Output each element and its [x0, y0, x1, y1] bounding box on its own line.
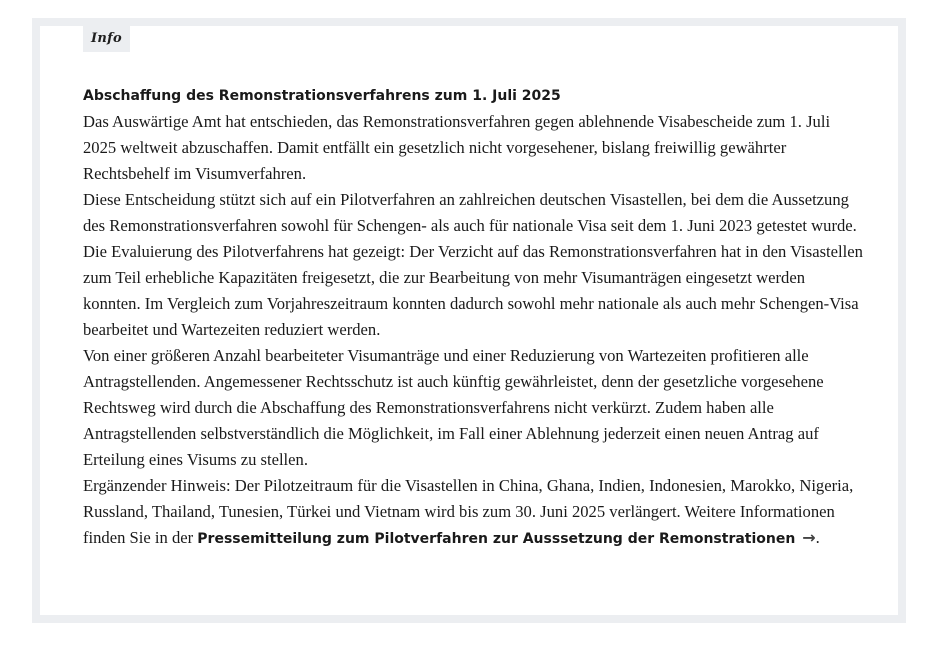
info-paragraph-5-text: Ergänzender Hinweis: Der Pilotzeitraum für die Visastellen in China, Ghana, Indien, Indonesien, Marokko, Nigeria, Russland, Thailand, Tunesien, Türkei und Vietnam wird bis zum 30. Juni 2025 verlängert. Weitere Informationen finden Sie in der — [83, 476, 854, 547]
info-paragraph-5 — [83, 473, 863, 552]
info-paragraph-3: Die Evaluierung des Pilotverfahrens hat gezeigt: Der Verzicht auf das Remonstrationsverfahren hat in den Visastellen zum Teil erhebliche Kapazitäten freigesetzt, die zur Bearbeitung von mehr Visumanträgen eingesetzt werden konnten. Im Vergleich zum Vorjahreszeitraum konnten dadurch sowohl mehr nationale als auch mehr Schengen-Visa bearbeitet und Wartezeiten reduziert werden. — [83, 242, 863, 339]
info-box — [32, 18, 906, 623]
info-heading: Abschaffung des Remonstrationsverfahrens zum 1. Juli 2025 — [83, 88, 561, 104]
info-tag: Info — [83, 26, 130, 52]
info-paragraph-1: Das Auswärtige Amt hat entschieden, das Remonstrationsverfahren gegen ablehnende Visabescheide zum 1. Juli 2025 weltweit abzuschaffen. Damit entfällt ein gesetzlich nicht vorgesehener, bislang freiwillig gewährter Rechtsbehelf im Visumverfahren. — [83, 112, 831, 183]
press-release-link[interactable] — [197, 528, 816, 547]
info-paragraph-4: Von einer größeren Anzahl bearbeiteter Visumanträge und einer Reduzierung von Wartezeiten profitieren alle Antragstellenden. Angemessener Rechtsschutz ist auch künftig gewährleistet, denn der gesetzliche vorgesehene Rechtsweg wird durch die Abschaffung des Remonstrationsverfahrens nicht verkürzt. Zudem haben alle Antragstellenden selbstverständlich die Möglichkeit, im Fall einer Ablehnung jederzeit einen neuen Antrag auf Erteilung eines Visums zu stellen. — [83, 346, 824, 469]
info-content — [83, 83, 863, 552]
press-release-link-label[interactable]: Pressemitteilung zum Pilotverfahren zur Ausssetzung der Remonstrationen — [197, 531, 796, 547]
info-paragraph-2: Diese Entscheidung stützt sich auf ein Pilotverfahren an zahlreichen deutschen Visastellen, bei dem die Aussetzung des Remonstrationsverfahren sowohl für Schengen- als auch für nationale Visa seit dem 1. Juni 2023 getestet wurde. — [83, 190, 857, 235]
arrow-right-icon[interactable]: → — [802, 528, 816, 547]
trailing-period: . — [815, 528, 820, 547]
